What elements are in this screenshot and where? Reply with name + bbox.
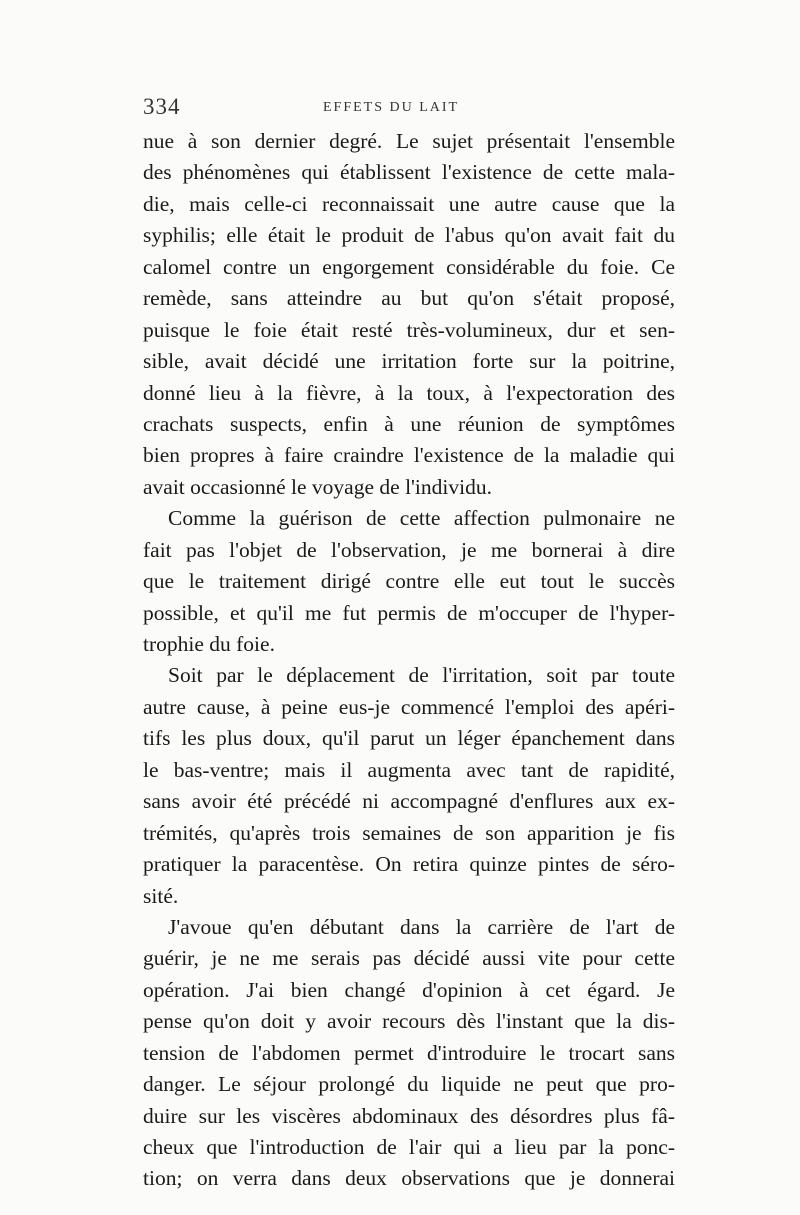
text-line: danger. Le séjour prolongé du liquide ne peut que pro-	[143, 1072, 675, 1097]
text-line: syphilis; elle était le produit de l'abus qu'on avait fait du	[143, 223, 675, 248]
text-line: sité.	[143, 883, 179, 908]
text-line: trophie du foie.	[143, 632, 275, 656]
text-line: Soit par le déplacement de l'irritation, soit par toute	[168, 663, 675, 688]
body-text	[143, 126, 675, 1195]
text-line: nue à son dernier degré. Le sujet présentait l'ensemble	[143, 129, 675, 153]
text-line: puisque le foie était resté très-volumineux, dur et sen-	[143, 317, 675, 342]
text-line: tion; on verra dans deux observations que je donnerai	[143, 1166, 675, 1191]
page-number: 334	[143, 94, 181, 119]
page-header	[143, 94, 675, 124]
text-line: guérir, je ne me serais pas décidé aussi vite pour cette	[143, 946, 675, 971]
text-line: trémités, qu'après trois semaines de son apparition je fis	[143, 820, 675, 845]
text-line: des phénomènes qui établissent l'existence de cette mala-	[143, 160, 675, 185]
text-line: remède, sans atteindre au but qu'on s'était proposé,	[143, 286, 675, 311]
text-line: bien propres à faire craindre l'existence de la maladie qui	[143, 443, 675, 468]
text-line: le bas-ventre; mais il augmenta avec tant de rapidité,	[143, 757, 675, 782]
text-line: tifs les plus doux, qu'il parut un léger épanchement dans	[143, 726, 675, 751]
text-line: avait occasionné le voyage de l'individu.	[143, 474, 492, 499]
text-line: possible, et qu'il me fut permis de m'occuper de l'hyper-	[143, 600, 675, 625]
text-line: pense qu'on doit y avoir recours dès l'instant que la dis-	[143, 1009, 675, 1034]
text-line: tension de l'abdomen permet d'introduire le trocart sans	[143, 1040, 675, 1065]
text-line: donné lieu à la fièvre, à la toux, à l'expectoration des	[143, 380, 675, 405]
text-line: que le traitement dirigé contre elle eut tout le succès	[143, 569, 675, 594]
text-line: die, mais celle-ci reconnaissait une autre cause que la	[143, 191, 675, 216]
text-line: pratiquer la paracentèse. On retira quinze pintes de séro-	[143, 852, 675, 877]
text-line: Comme la guérison de cette affection pulmonaire ne	[168, 506, 675, 531]
text-line: J'avoue qu'en débutant dans la carrière de l'art de	[168, 914, 675, 939]
text-line: sans avoir été précédé ni accompagné d'enflures aux ex-	[143, 789, 675, 814]
text-line: autre cause, à peine eus-je commencé l'emploi des apéri-	[143, 694, 675, 719]
text-line: duire sur les viscères abdominaux des désordres plus fâ-	[143, 1103, 675, 1128]
running-head: EFFETS DU LAIT	[323, 100, 460, 115]
text-line: cheux que l'introduction de l'air qui a lieu par la ponc-	[143, 1135, 675, 1159]
text-line: fait pas l'objet de l'observation, je me bornerai à dire	[143, 537, 675, 562]
text-line: crachats suspects, enfin à une réunion de symptômes	[143, 411, 675, 436]
text-line: calomel contre un engorgement considérable du foie. Ce	[143, 254, 675, 279]
text-line: sible, avait décidé une irritation forte sur la poitrine,	[143, 349, 675, 374]
text-line: opération. J'ai bien changé d'opinion à cet égard. Je	[143, 977, 675, 1002]
